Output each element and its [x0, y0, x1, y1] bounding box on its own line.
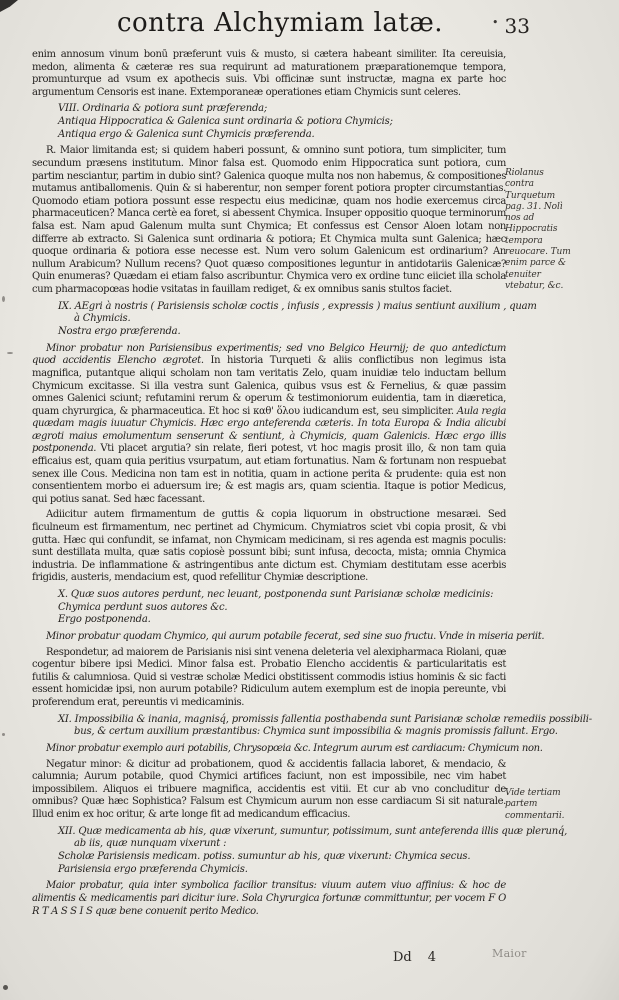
paragraph-minor-ix	[32, 343, 506, 507]
heading-line: Nostra ergo præferenda.	[58, 326, 181, 338]
catchword: Maior	[492, 947, 527, 960]
heading-line: Scholæ Parisiensis medicam. potiss. sumuntur ab his, quæ vixerunt: Chymica secus.	[58, 851, 471, 863]
section-xii-heading	[58, 825, 568, 877]
scan-artifact-mark	[3, 985, 8, 990]
paragraph-negatur: Negatur minor: & dicitur ad probationem, quod & accidentis fallacia laboret, & mendacio, & calumnia; Aurum potabile, quod Chymici artifices faciunt, non est impossibile, nec vim habet impossibilem. Aliquos ei tribuere magnifica, accidentis est vitii. Et cur ab vno concluditur de omnibus? Quæ hæc Sophistica? Falsum est Chymicum aurum non esse cardiacum Si sit naturale. Illud enim ex hoc oritur, & arte longe fit ad medicandum efficacius.	[32, 758, 506, 821]
heading-line: Chymica perdunt suos autores &c.	[58, 601, 228, 613]
section-viii-heading	[58, 103, 506, 141]
margin-note-riolanus: Riolanus contra Turquetum pag. 31. Nolì nos ad Hippocratis tempora reuocare. Tum enim parce & tenuiter vtebatur, &c.	[505, 168, 571, 291]
roman-segment: Vti placet argutia? sin relate, fieri potest, vt hoc magis prosit illo, & non tam quia efficaius est, quam quia peritius vsurpatum, aut etiam fortunatius. Nam & fortunam non respuebat senex ille Cous. Medicina non tam est in notitia, quam in actione perita & prudente: quia est non consentientem morbo ei aduersum ire; & est magis ars, quam scientia. Itaque is potior Medicus, qui potius sanat. Sed hæc facessant.	[32, 443, 506, 505]
paragraph-adiicitur: Adiicitur autem firmamentum de guttis & copia liquorum in obstructione mesaræi. Sed ficulneum est firmamentum, nec pertinet ad Chymicum. Chymiatros sciet vbi copia prosit, & vbi gutta. Hæc qui confundit, se infamat, non Chymicam medicinam, si res agenda est magnis poculis: sunt destillata multa, quæ satis copiosè possunt bibi; sunt infusa, decocta, mista; omnia Chymica industria. De inflammatione & astringentibus ante dictum est. Chymiam destitutam esse acerbis frigidis, austeris, mendacium est, quod refellitur Chymiæ descriptione.	[32, 509, 506, 584]
heading-line: Antiqua Hippocratica & Galenica sunt ordinaria & potiora Chymicis;	[58, 116, 393, 128]
scan-artifact-corner	[0, 0, 18, 12]
heading-line: Parisiensia ergo præferenda Chymicis.	[58, 863, 248, 875]
page-number-value: 33	[504, 14, 530, 38]
paragraph-maior-xii: Maior probatur, quia inter symbolica facilior transitus: viuum autem viuo affinius: & hoc de alimentis & medicamentis pari dicitur iure. Sola Chyrurgica fortunæ committuntur, per vocem F O R T A S S I S quæ bene conuenit perito Medico.	[32, 880, 506, 917]
running-header: contra Alchymiam latæ.	[116, 8, 444, 38]
signature-number: 4	[427, 950, 437, 965]
heading-line: IX. AEgri à nostris ( Parisiensis scholæ coctis , infusis , expressis ) maius sentiunt auxilium , quam	[58, 300, 537, 312]
scan-artifact-mark	[2, 296, 5, 302]
scan-artifact-mark	[2, 733, 5, 736]
heading-line: VIII. Ordinaria & potiora sunt præferenda;	[58, 103, 268, 115]
paragraph-minor-xi: Minor probatur exemplo auri potabilis, Chrysopœia &c. Integrum aurum est cardiacum: Chymicum non.	[46, 743, 543, 755]
page-number	[492, 14, 530, 38]
heading-line: Antiqua ergo & Galenica sunt Chymicis præferenda.	[58, 128, 315, 140]
printer-dot-icon: •	[492, 16, 499, 29]
section-x-heading	[58, 589, 506, 627]
margin-note-vide-tertiam: Vide tertiam partem commentarii.	[505, 788, 565, 821]
section-xi-heading	[58, 713, 592, 739]
signature-mark	[393, 950, 436, 965]
heading-line: XII. Quæ medicamenta ab his, quæ vixerunt, sumuntur, potissimum, sunt anteferenda illis quæ plerunq́,	[58, 825, 568, 837]
section-ix-heading	[58, 300, 537, 339]
italic-segment: Minor probatur non Parisiensibus experimentis; sed vno Belgico Heurnij; de quo antedictum quod accidentis Elencho ægrotet.	[32, 342, 506, 367]
heading-line: à Chymicis.	[74, 313, 131, 325]
paragraph-respondetur: Respondetur, ad maiorem de Parisianis nisi sint venena deleteria vel alexipharmaca Riolani, quæ cogentur bibere ipsi Medici. Minor falsa est. Probatio Elencho accidentis & particularitatis est futilis & calumniosa. Quid si vestræ scholæ Medici obstitissent commodis istius hominis & sic facti essent homicidæ ipsi, non aurum potabile? Ridiculum autem exemplum est de inopia pereunte, vbi proferendum erat, pereuntis vi medicaminis.	[32, 646, 506, 709]
heading-line: Ergo postponenda.	[58, 614, 151, 626]
heading-line: bus, & certum auxilium præstantibus: Chymica sunt impossibilia & magnis promissis fallunt. Ergo.	[74, 726, 558, 738]
paragraph-intro: enim annosum vinum bonū præferunt vuis & musto, si cætera habeant similiter. Ita cereuisia, medon, alimenta & cæteræ res sua requirunt ad maturationem præparationemque tempora, promunturque ad vsum ex apothecis suis. Vbi officinæ sunt instructæ, magna ex parte hoc argumentum Censoris est inane. Extemporaneæ operationes etiam Chymicis sunt celeres.	[32, 49, 506, 98]
paragraph-r-maior: R. Maior limitanda est; si quidem haberi possunt, & omnino sunt potiora, tum simpliciter, tum secundum præsens institutum. Minor falsa est. Quomodo enim Hippocratica sunt potiora, cum partim nesciantur, partim in dubio sint? Galenica quoque multa nos non habemus, & compositiones mutamus antiballomenis. Quin & si haberentur, non semper forent potiora propter circumstantias. Quomodo etiam potiora possunt esse respectu eius medicinæ, quam nos hodie exercemus circa pharmaceuticen? Manca certè ea foret, si abessent Chymica. Insuper oppositio quoque terminorum falsa est. Nam apud Galenum multa sunt Chymica; Et confessus est Censor Aloen lotam non differre ab extracto. Si Galenica sunt ordinaria & potiora; Et Chymica multa sunt Galenica; hæc quoque ordinaria & potiora esse necesse est. Num vero solum Galenicum est ordinarium? An nullum Arabicum? Nullum recens? Quot quæso compositiones leguntur in antidotariis Galenicæ? Quin enumeras? Quædam ei etiam falso ascribuntur. Chymica vero ex ordine tunc eiiciet illa schola cum pharmacopœas hodie vsitatas in fauillam rediget, & ex omnibus sanis stultos faciet.	[32, 145, 506, 296]
heading-line: ab iis, quæ nunquam vixerunt :	[74, 838, 227, 850]
paragraph-minor-x: Minor probatur quodam Chymico, qui aurum potabile fecerat, sed sine suo fructu. Vnde in miseria periit.	[46, 631, 545, 643]
signature-letters: Dd	[393, 950, 412, 965]
scan-artifact-mark	[7, 352, 13, 354]
heading-line: X. Quæ suos autores perdunt, nec leuant, postponenda sunt Parisianæ scholæ medicinis:	[58, 589, 494, 600]
heading-line: XI. Impossibilia & inania, magnisq́, promissis fallentia posthabenda sunt Parisianæ scholæ remediis possibili-	[58, 713, 592, 725]
italic-segment: Aula regia quædam magis iuuatur Chymicis. Hæc ergo anteferenda cæteris. In tota Europa & India alicubi ægroti maius emolumentum senserunt & sentiunt, à Chymicis, quam Galenicis. Hæc ergo illis postponenda.	[32, 405, 506, 455]
roman-segment: In historia Turqueti & aliis conflictibus non legimus ista magnifica, putantque aliqui scholam non tam veritatis Zelo, quam inuidiæ telo inductam bellum Chymicum excitasse. Si illa vestra sunt Galenica, quibus vsus est & Fernelius, & quæ passim omnes Galenici sciunt; refutamini rerum & operum & testimoniorum euidentia, tam in diæretica, quam chyrurgica, & pharmaceutica. Et hoc si καθ' ὅλου iudicandum est, seu simpliciter.	[32, 355, 506, 417]
